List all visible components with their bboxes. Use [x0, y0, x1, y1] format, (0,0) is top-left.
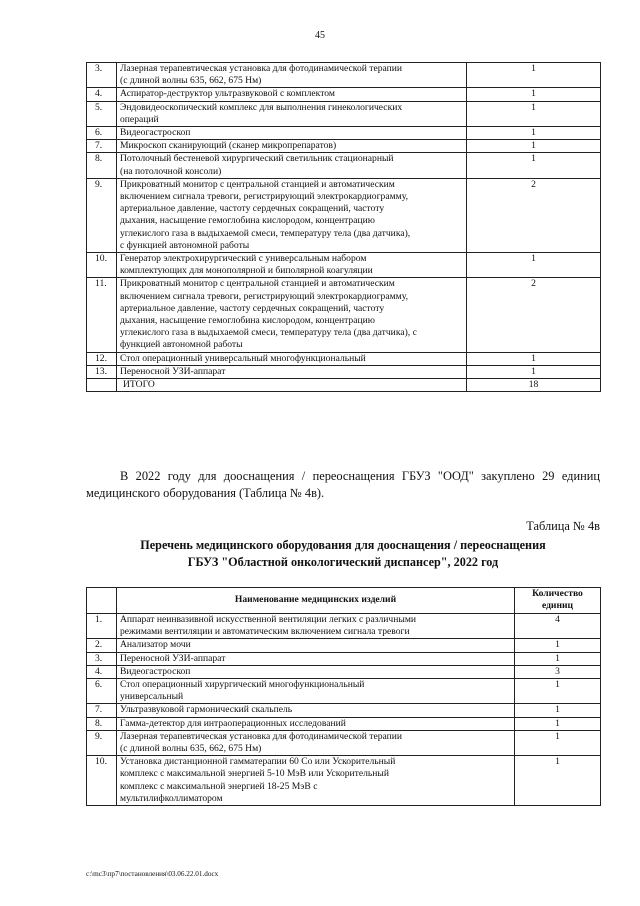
table-row [87, 679, 601, 704]
summary-text: В 2022 году для дооснащения / переоснащения ГБУЗ "ООД" закуплено 29 единиц медицинского оборудования (Таблица № 4в). [86, 469, 600, 500]
table-number-label: Таблица № 4в [526, 519, 600, 533]
row-number: 10. [87, 756, 117, 806]
item-quantity: 1 [515, 652, 601, 665]
row-number: 4. [87, 88, 117, 101]
item-quantity: 1 [467, 153, 601, 178]
item-name: Стол операционный универсальный многофункциональный [117, 352, 467, 365]
row-number: 10. [87, 253, 117, 278]
table-header-row [87, 588, 601, 614]
item-quantity: 1 [515, 717, 601, 730]
page-number: 45 [315, 30, 325, 41]
row-number: 9. [87, 178, 117, 252]
item-name: Прикроватный монитор с центральной станцией и автоматическим включением сигнала тревоги, регистрирующий электрокардиограмму, артериальное давление, частоту сердечных сокращений, частоту дыхания, насыщение гемоглобина кислородом, концентрацию углекислого газа в выдыхаемой смеси, температуру тела (два датчика), с функцией автономной работы [117, 178, 467, 252]
item-quantity: 1 [515, 730, 601, 755]
row-number: 6. [87, 127, 117, 140]
item-quantity: 1 [515, 704, 601, 717]
row-number: 7. [87, 704, 117, 717]
row-number: 4. [87, 665, 117, 678]
row-number: 6. [87, 679, 117, 704]
row-number: 13. [87, 365, 117, 378]
item-quantity: 1 [515, 639, 601, 652]
summary-paragraph [86, 468, 600, 502]
row-number: 9. [87, 730, 117, 755]
table-row [87, 665, 601, 678]
table-row [87, 730, 601, 755]
row-number: 2. [87, 639, 117, 652]
item-quantity: 1 [515, 679, 601, 704]
equipment-table-continued [86, 62, 601, 392]
item-name: Генератор электрохирургический с универсальным набором комплектующих для монополярной и биполярной коагуляции [117, 253, 467, 278]
item-name: Аспиратор-деструктор ультразвуковой с комплектом [117, 88, 467, 101]
table-row [87, 178, 601, 252]
item-quantity: 1 [467, 140, 601, 153]
item-name: Видеогастроскоп [117, 127, 467, 140]
table-row [87, 101, 601, 126]
item-quantity: 2 [467, 278, 601, 352]
row-number: 8. [87, 153, 117, 178]
table-row [87, 140, 601, 153]
header-qty-cell: Количество единиц [515, 588, 601, 614]
item-quantity: 1 [467, 365, 601, 378]
equipment-table-2022 [86, 587, 601, 806]
item-name: Переносной УЗИ-аппарат [117, 365, 467, 378]
item-name: Переносной УЗИ-аппарат [117, 652, 515, 665]
header-name-cell: Наименование медицинских изделий [117, 588, 515, 614]
table-row [87, 253, 601, 278]
table-row [87, 278, 601, 352]
total-value: 18 [467, 379, 601, 392]
row-number: 3. [87, 63, 117, 88]
item-name: Установка дистанционной гамматерапии 60 Co или Ускорительный комплекс с максимальной энергией 5-10 МэВ или Ускорительный комплекс с максимальной энергией 18-25 МэВ с мультилифколлиматором [117, 756, 515, 806]
item-name: Потолочный бестеневой хирургический светильник стационарный (на потолочной консоли) [117, 153, 467, 178]
table-row [87, 704, 601, 717]
table-row [87, 717, 601, 730]
item-name: Микроскоп сканирующий (сканер микропрепаратов) [117, 140, 467, 153]
row-number: 8. [87, 717, 117, 730]
item-quantity: 1 [467, 127, 601, 140]
table-row [87, 153, 601, 178]
table-row [87, 352, 601, 365]
item-name: Ультразвуковой гармонический скальпель [117, 704, 515, 717]
item-name: Стол операционный хирургический многофункциональный универсальный [117, 679, 515, 704]
total-label: ИТОГО [117, 379, 467, 392]
table-row [87, 63, 601, 88]
row-number: 12. [87, 352, 117, 365]
total-empty-cell [87, 379, 117, 392]
row-number: 5. [87, 101, 117, 126]
table-row [87, 652, 601, 665]
item-quantity: 1 [515, 756, 601, 806]
table-row [87, 127, 601, 140]
item-name: Аппарат неинвазивной искусственной вентиляции легких с различными режимами вентиляции и автоматическим включением сигнала тревоги [117, 614, 515, 639]
table-body [87, 614, 601, 806]
header-num-cell [87, 588, 117, 614]
table-body [87, 63, 601, 392]
item-quantity: 4 [515, 614, 601, 639]
item-name: Гамма-детектор для интраоперационных исследований [117, 717, 515, 730]
table-row [87, 639, 601, 652]
item-quantity: 1 [467, 63, 601, 88]
item-quantity: 1 [467, 88, 601, 101]
item-name: Эндовидеоскопический комплекс для выполнения гинекологических операций [117, 101, 467, 126]
row-number: 7. [87, 140, 117, 153]
table-row [87, 756, 601, 806]
item-name: Анализатор мочи [117, 639, 515, 652]
item-quantity: 1 [467, 101, 601, 126]
row-number: 3. [87, 652, 117, 665]
item-name: Прикроватный монитор с центральной станцией и автоматическим включением сигнала тревоги, регистрирующий электрокардиограмму, артериальное давление, частоту сердечных сокращений, частоту дыхания, насыщение гемоглобина кислородом, концентрацию углекислого газа в выдыхаемой смеси, температуру тела (два датчика), с функцией автономной работы [117, 278, 467, 352]
file-path-footer: c:\mc3\пр7\постановления\03.06.22.01.docx [86, 870, 219, 878]
table-title: Перечень медицинского оборудования для дооснащения / переоснащения ГБУЗ "Областной онкологический диспансер", 2022 год [140, 538, 546, 569]
table-row [87, 88, 601, 101]
item-quantity: 3 [515, 665, 601, 678]
item-name: Лазерная терапевтическая установка для фотодинамической терапии (с длиной волны 635, 662, 675 Нм) [117, 63, 467, 88]
item-quantity: 1 [467, 253, 601, 278]
item-quantity: 2 [467, 178, 601, 252]
row-number: 1. [87, 614, 117, 639]
row-number: 11. [87, 278, 117, 352]
item-name: Лазерная терапевтическая установка для фотодинамической терапии (с длиной волны 635, 662, 675 Нм) [117, 730, 515, 755]
item-name: Видеогастроскоп [117, 665, 515, 678]
table-row [87, 614, 601, 639]
item-quantity: 1 [467, 352, 601, 365]
total-row [87, 379, 601, 392]
table-row [87, 365, 601, 378]
